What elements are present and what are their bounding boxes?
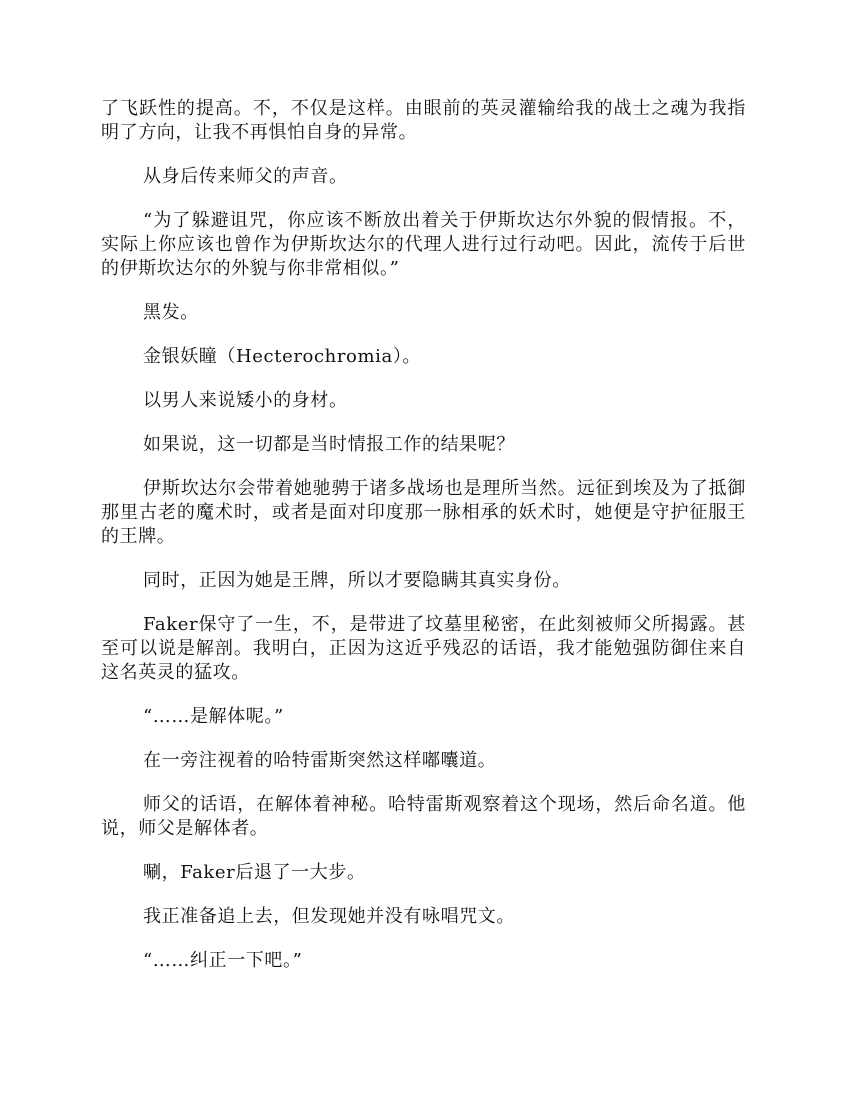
paragraph-4: 黑发。	[143, 302, 199, 323]
paragraph-1: 了飞跃性的提高。不，不仅是这样。由眼前的英灵灌输给我的战士之魂为我指明了方向，让我不再惧怕自身的异常。	[101, 98, 746, 143]
paragraph-14: 唰，Faker后退了一大步。	[143, 862, 366, 883]
paragraph-13: 师父的话语，在解体着神秘。哈特雷斯观察着这个现场，然后命名道。他说，师父是解体者。	[101, 794, 746, 839]
paragraph-11: “……是解体呢。”	[143, 706, 284, 727]
paragraph-7: 如果说，这一切都是当时情报工作的结果呢？	[143, 434, 515, 455]
paragraph-5: 金银妖瞳（Hecterochromia）。	[143, 346, 422, 367]
paragraph-3: “为了躲避诅咒，你应该不断放出着关于伊斯坎达尔外貌的假情报。不，实际上你应该也曾作为伊斯坎达尔的代理人进行过行动吧。因此，流传于后世的伊斯坎达尔的外貌与你非常相似。”	[101, 210, 746, 279]
paragraph-9: 同时，正因为她是王牌，所以才要隐瞒其真实身份。	[143, 570, 571, 591]
paragraph-6: 以男人来说矮小的身材。	[143, 390, 348, 411]
paragraph-8: 伊斯坎达尔会带着她驰骋于诸多战场也是理所当然。远征到埃及为了抵御那里古老的魔术时，或者是面对印度那一脉相承的妖术时，她便是守护征服王的王牌。	[101, 478, 746, 547]
paragraph-10: Faker保守了一生，不，是带进了坟墓里秘密，在此刻被师父所揭露。甚至可以说是解剖。我明白，正因为这近乎残忍的话语，我才能勉强防御住来自这名英灵的猛攻。	[101, 614, 746, 683]
paragraph-12: 在一旁注视着的哈特雷斯突然这样嘟囔道。	[143, 750, 497, 771]
paragraph-15: 我正准备追上去，但发现她并没有咏唱咒文。	[143, 906, 515, 927]
paragraph-16: “……纠正一下吧。”	[143, 950, 303, 971]
paragraph-2: 从身后传来师父的声音。	[143, 166, 348, 187]
document-body	[101, 97, 746, 993]
